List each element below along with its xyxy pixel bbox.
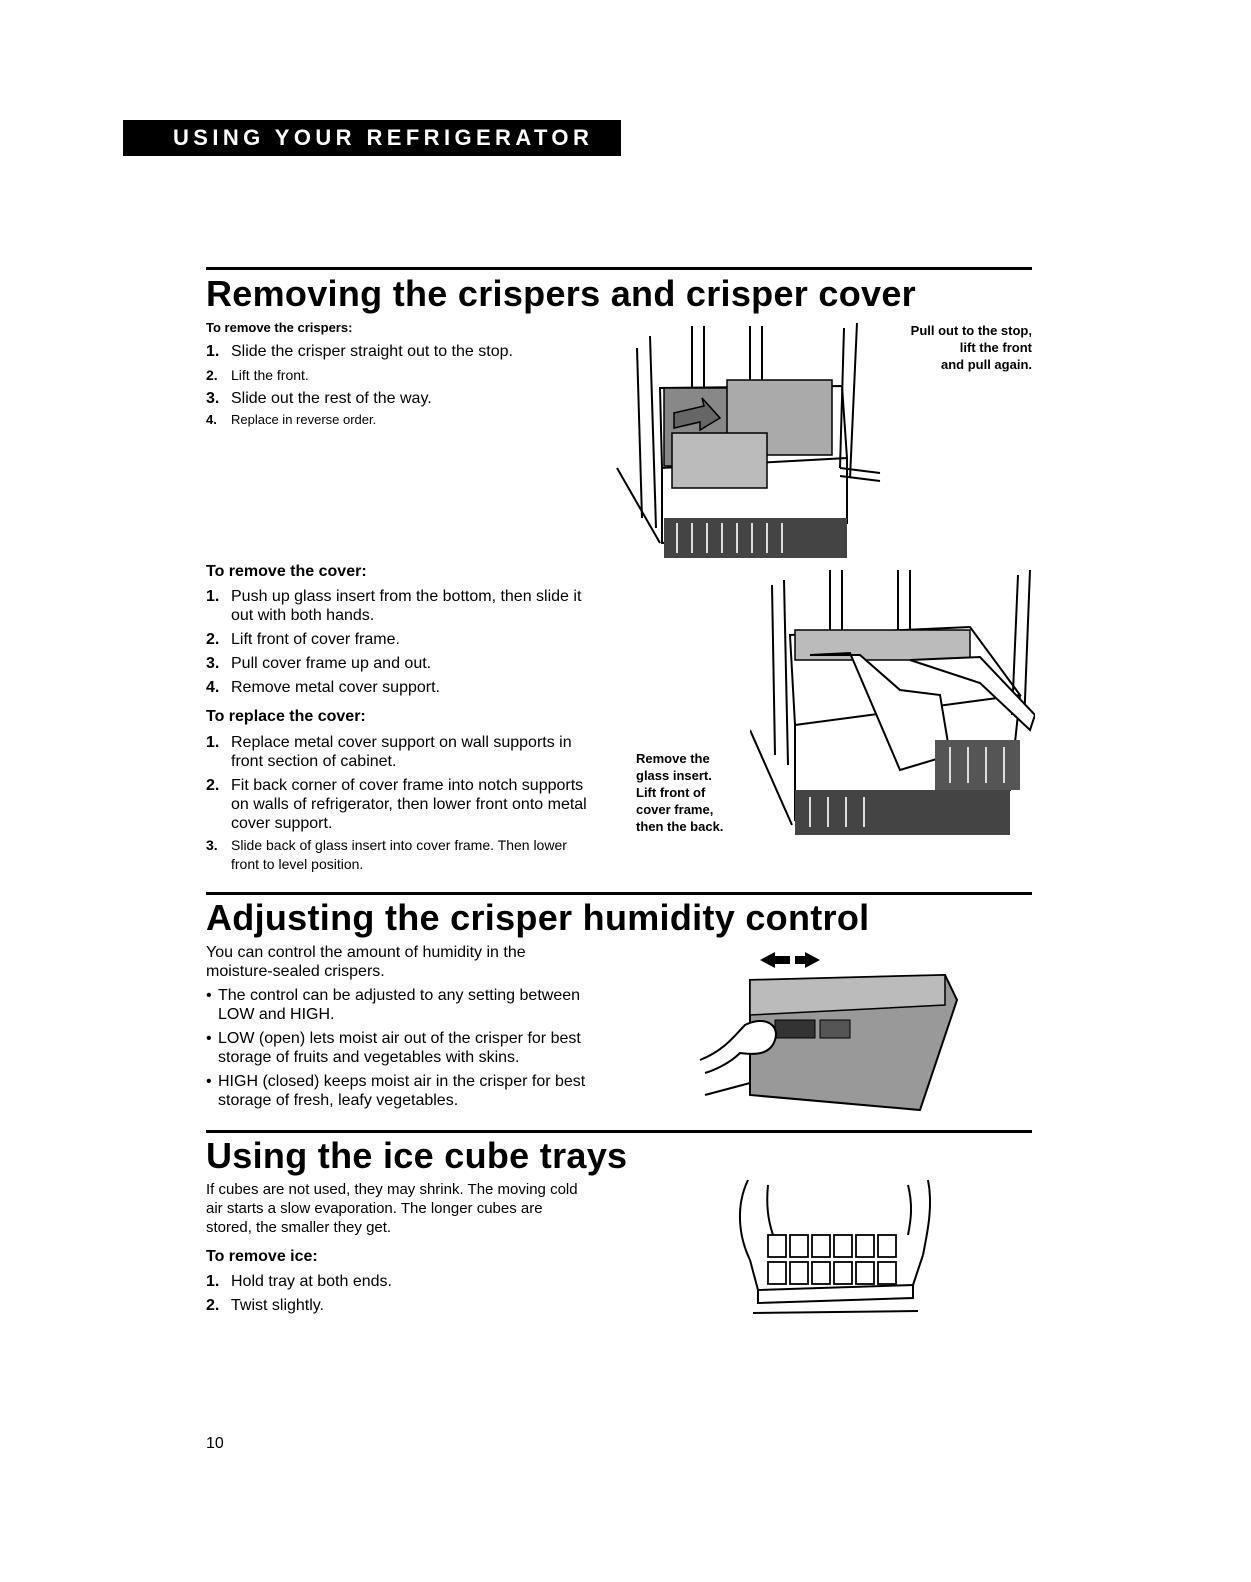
humidity-title: Adjusting the crisper humidity control [206,897,870,938]
list-item: • LOW (open) lets moist air out of the crisper for best storage of fruits and vegetables with skins. [206,1030,581,1066]
ice-tray-illustration [728,1175,938,1320]
list-item: 4. Replace in reverse order. [206,412,377,427]
remove-cover-heading: To remove the cover: [206,563,367,580]
pull-out-caption: Pull out to the stop, lift the front and pull again. [910,323,1032,372]
remove-crispers-heading: To remove the crispers: [206,320,353,335]
list-item: 2. Lift the front. [206,367,309,383]
ice-trays-title: Using the ice cube trays [206,1135,628,1176]
remove-ice-steps [206,1272,506,1315]
list-item: 2. Lift front of cover frame. [206,631,400,648]
page-number: 10 [206,1435,224,1452]
list-item: 1. Replace metal cover support on wall supports in front section of cabinet. [206,734,572,770]
list-item: • HIGH (closed) keeps moist air in the crisper for best storage of fresh, leafy vegetables. [206,1073,586,1109]
list-item: 2. Twist slightly. [206,1297,325,1314]
list-item: 1. Hold tray at both ends. [206,1273,392,1290]
humidity-control-illustration [695,945,965,1115]
section-rule [206,1130,1032,1133]
section-rule [206,267,1032,270]
arrow-right-icon [795,952,820,968]
list-item: 3. Pull cover frame up and out. [206,655,432,672]
crisper-removal-illustration [612,318,882,564]
replace-cover-heading: To replace the cover: [206,708,366,725]
list-item: 4. Remove metal cover support. [206,679,440,696]
arrow-left-icon [760,952,790,968]
list-item: 2. Fit back corner of cover frame into notch supports on walls of refrigerator, then lower front onto metal cover support. [206,777,587,832]
list-item: • The control can be adjusted to any setting between LOW and HIGH. [206,987,581,1023]
ice-intro: If cubes are not used, they may shrink. The moving cold air starts a slow evaporation. The longer cubes are stored, the smaller they get. [206,1181,578,1236]
humidity-bullets [206,986,606,1110]
remove-crispers-steps [206,342,606,429]
crispers-title: Removing the crispers and crisper cover [206,273,916,314]
list-item: 3. Slide out the rest of the way. [206,390,432,407]
glass-insert-caption: Remove the glass insert. Lift front of cover frame, then the back. [636,751,724,834]
replace-cover-steps [206,733,596,874]
remove-ice-heading: To remove ice: [206,1248,318,1265]
list-item: 3. Slide back of glass insert into cover frame. Then lower front to level position. [206,837,567,872]
section-rule [206,892,1032,895]
remove-cover-steps [206,587,596,697]
humidity-intro: You can control the amount of humidity in the moisture-sealed crispers. [206,944,526,980]
section-banner: USING YOUR REFRIGERATOR [123,120,621,156]
list-item: 1. Push up glass insert from the bottom, then slide it out with both hands. [206,588,582,624]
cover-removal-illustration [750,565,1035,840]
list-item: 1. Slide the crisper straight out to the stop. [206,343,513,360]
